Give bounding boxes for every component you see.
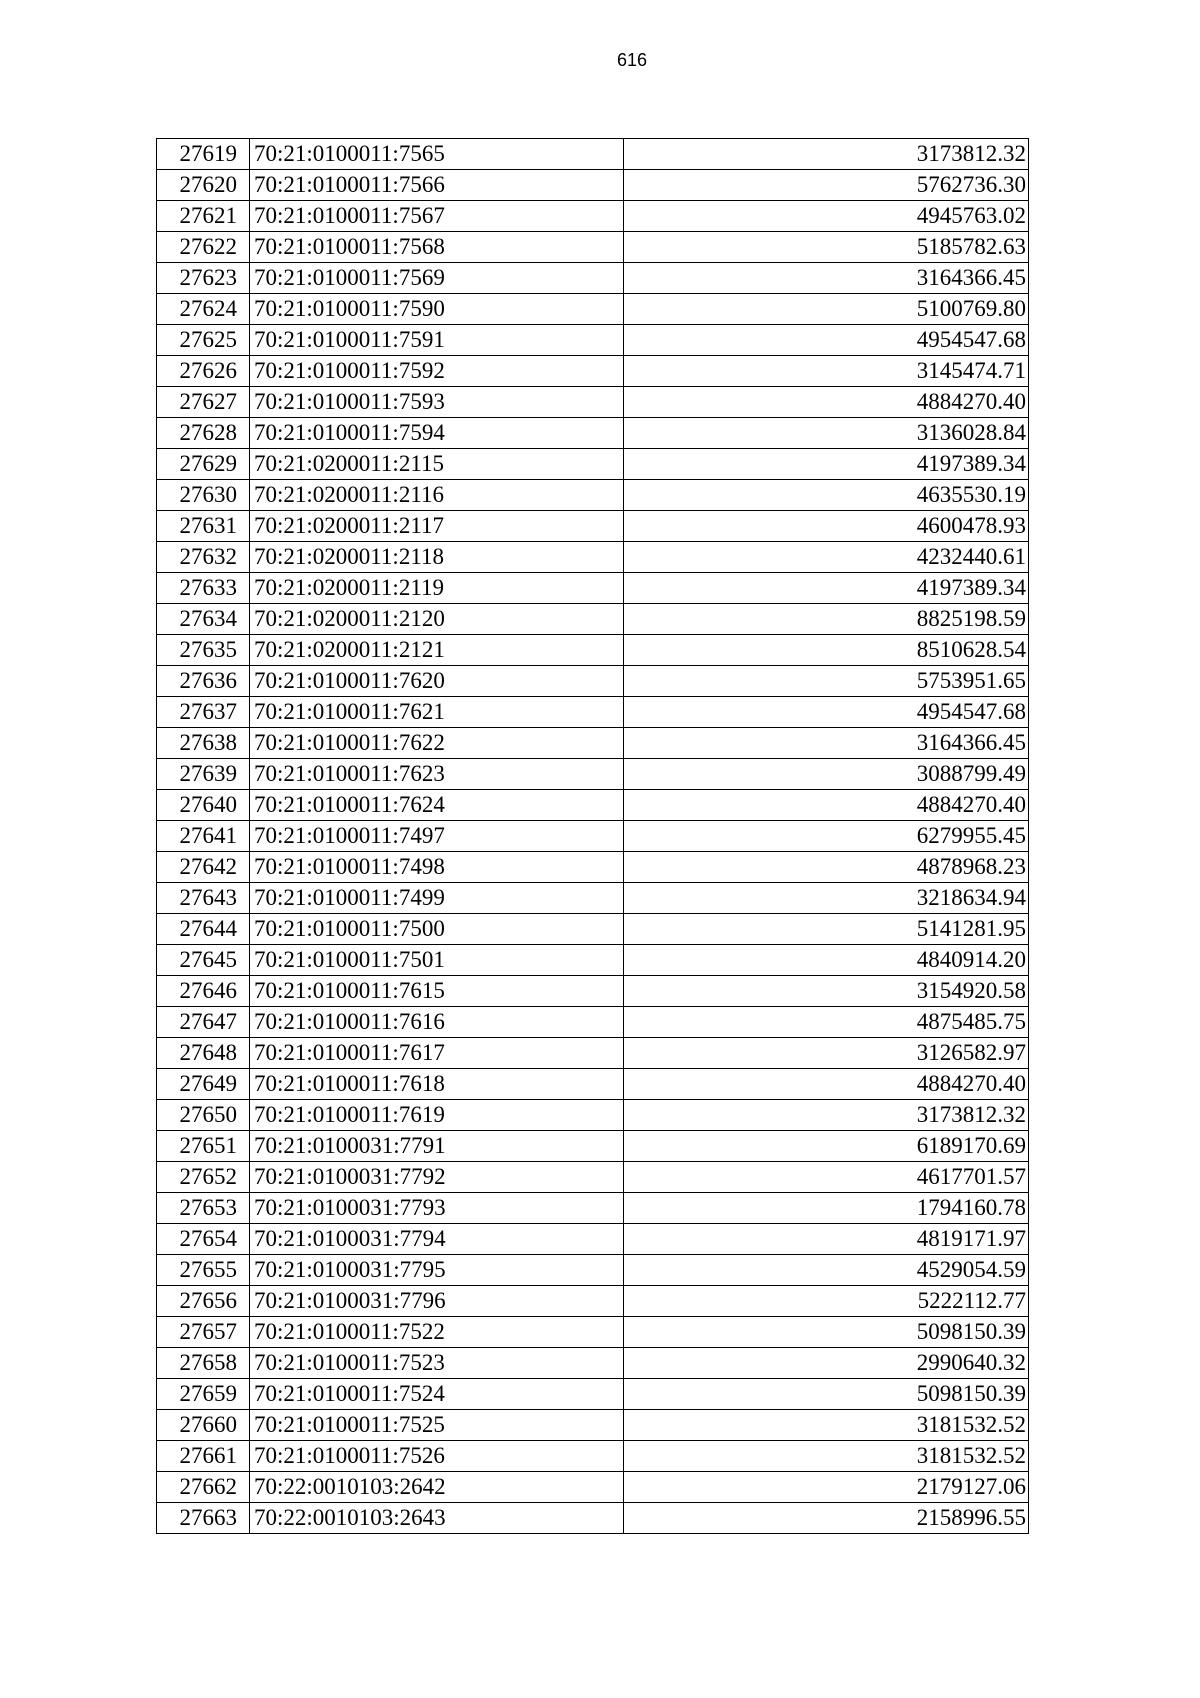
cadastral-number-cell: 70:21:0100011:7498 (250, 852, 624, 883)
cadastral-number-cell: 70:21:0100011:7617 (250, 1038, 624, 1069)
value-cell: 4875485.75 (624, 1007, 1029, 1038)
value-cell: 4232440.61 (624, 542, 1029, 573)
value-cell: 2990640.32 (624, 1348, 1029, 1379)
row-number-cell: 27633 (157, 573, 250, 604)
row-number-cell: 27634 (157, 604, 250, 635)
table-row (157, 1007, 1029, 1038)
table-row (157, 1472, 1029, 1503)
value-cell: 2158996.55 (624, 1503, 1029, 1534)
value-cell: 4954547.68 (624, 697, 1029, 728)
cadastral-number-cell: 70:21:0100011:7616 (250, 1007, 624, 1038)
row-number-cell: 27635 (157, 635, 250, 666)
row-number-cell: 27639 (157, 759, 250, 790)
cadastral-number-cell: 70:21:0100011:7591 (250, 325, 624, 356)
value-cell: 8510628.54 (624, 635, 1029, 666)
row-number-cell: 27644 (157, 914, 250, 945)
row-number-cell: 27625 (157, 325, 250, 356)
cadastral-number-cell: 70:21:0100011:7590 (250, 294, 624, 325)
value-cell: 3164366.45 (624, 728, 1029, 759)
table-row (157, 232, 1029, 263)
value-cell: 4884270.40 (624, 387, 1029, 418)
row-number-cell: 27637 (157, 697, 250, 728)
table-row (157, 1317, 1029, 1348)
table-row (157, 542, 1029, 573)
value-cell: 4197389.34 (624, 573, 1029, 604)
value-cell: 4945763.02 (624, 201, 1029, 232)
cadastral-number-cell: 70:21:0100011:7524 (250, 1379, 624, 1410)
cadastral-number-cell: 70:21:0100011:7566 (250, 170, 624, 201)
value-cell: 3088799.49 (624, 759, 1029, 790)
row-number-cell: 27638 (157, 728, 250, 759)
row-number-cell: 27651 (157, 1131, 250, 1162)
cadastral-number-cell: 70:21:0100011:7500 (250, 914, 624, 945)
row-number-cell: 27654 (157, 1224, 250, 1255)
table-row (157, 604, 1029, 635)
cadastral-number-cell: 70:21:0200011:2121 (250, 635, 624, 666)
table-row (157, 976, 1029, 1007)
table-row (157, 1255, 1029, 1286)
value-cell: 3126582.97 (624, 1038, 1029, 1069)
row-number-cell: 27632 (157, 542, 250, 573)
table-row (157, 139, 1029, 170)
row-number-cell: 27648 (157, 1038, 250, 1069)
table-row (157, 1162, 1029, 1193)
cadastral-number-cell: 70:21:0100011:7621 (250, 697, 624, 728)
table-row (157, 883, 1029, 914)
table-row (157, 387, 1029, 418)
cadastral-number-cell: 70:21:0100011:7594 (250, 418, 624, 449)
cadastral-number-cell: 70:21:0200011:2115 (250, 449, 624, 480)
cadastral-number-cell: 70:21:0100011:7567 (250, 201, 624, 232)
table-row (157, 666, 1029, 697)
row-number-cell: 27658 (157, 1348, 250, 1379)
row-number-cell: 27630 (157, 480, 250, 511)
value-cell: 6279955.45 (624, 821, 1029, 852)
table-row (157, 1193, 1029, 1224)
value-cell: 8825198.59 (624, 604, 1029, 635)
row-number-cell: 27652 (157, 1162, 250, 1193)
row-number-cell: 27627 (157, 387, 250, 418)
row-number-cell: 27643 (157, 883, 250, 914)
value-cell: 3145474.71 (624, 356, 1029, 387)
cadastral-number-cell: 70:21:0100031:7795 (250, 1255, 624, 1286)
value-cell: 4635530.19 (624, 480, 1029, 511)
cadastral-number-cell: 70:21:0200011:2117 (250, 511, 624, 542)
cadastral-number-cell: 70:21:0100011:7620 (250, 666, 624, 697)
table-row (157, 418, 1029, 449)
table-body (157, 139, 1029, 1534)
value-cell: 4884270.40 (624, 1069, 1029, 1100)
row-number-cell: 27641 (157, 821, 250, 852)
value-cell: 5185782.63 (624, 232, 1029, 263)
value-cell: 5141281.95 (624, 914, 1029, 945)
row-number-cell: 27647 (157, 1007, 250, 1038)
cadastral-number-cell: 70:21:0100011:7568 (250, 232, 624, 263)
cadastral-number-cell: 70:21:0100031:7794 (250, 1224, 624, 1255)
cadastral-number-cell: 70:21:0100011:7499 (250, 883, 624, 914)
table-row (157, 1038, 1029, 1069)
table-row (157, 852, 1029, 883)
table-row (157, 1410, 1029, 1441)
value-cell: 3164366.45 (624, 263, 1029, 294)
cadastral-number-cell: 70:21:0100011:7565 (250, 139, 624, 170)
table-row (157, 573, 1029, 604)
table-row (157, 728, 1029, 759)
value-cell: 4840914.20 (624, 945, 1029, 976)
cadastral-number-cell: 70:21:0100011:7593 (250, 387, 624, 418)
value-cell: 6189170.69 (624, 1131, 1029, 1162)
value-cell: 5098150.39 (624, 1317, 1029, 1348)
row-number-cell: 27629 (157, 449, 250, 480)
row-number-cell: 27662 (157, 1472, 250, 1503)
row-number-cell: 27626 (157, 356, 250, 387)
row-number-cell: 27624 (157, 294, 250, 325)
table-row (157, 1379, 1029, 1410)
value-cell: 5100769.80 (624, 294, 1029, 325)
cadastral-number-cell: 70:21:0200011:2120 (250, 604, 624, 635)
cadastral-number-cell: 70:21:0100011:7592 (250, 356, 624, 387)
cadastral-number-cell: 70:21:0100011:7623 (250, 759, 624, 790)
cadastral-number-cell: 70:21:0100011:7622 (250, 728, 624, 759)
table-row (157, 1348, 1029, 1379)
table-row (157, 1131, 1029, 1162)
table-row (157, 1286, 1029, 1317)
page-number: 616 (616, 50, 648, 70)
cadastral-number-cell: 70:21:0100011:7624 (250, 790, 624, 821)
cadastral-number-cell: 70:21:0100011:7497 (250, 821, 624, 852)
row-number-cell: 27621 (157, 201, 250, 232)
row-number-cell: 27660 (157, 1410, 250, 1441)
cadastral-number-cell: 70:21:0200011:2119 (250, 573, 624, 604)
value-cell: 5753951.65 (624, 666, 1029, 697)
table-row (157, 294, 1029, 325)
value-cell: 5222112.77 (624, 1286, 1029, 1317)
row-number-cell: 27640 (157, 790, 250, 821)
table-row (157, 263, 1029, 294)
cadastral-number-cell: 70:21:0100031:7792 (250, 1162, 624, 1193)
row-number-cell: 27657 (157, 1317, 250, 1348)
table-row (157, 480, 1029, 511)
table-row (157, 201, 1029, 232)
table-row (157, 1224, 1029, 1255)
cadastral-value-table (156, 138, 1029, 1534)
table-row (157, 697, 1029, 728)
table-row (157, 945, 1029, 976)
table-row (157, 914, 1029, 945)
value-cell: 4878968.23 (624, 852, 1029, 883)
cadastral-number-cell: 70:21:0100031:7793 (250, 1193, 624, 1224)
value-cell: 3173812.32 (624, 1100, 1029, 1131)
row-number-cell: 27645 (157, 945, 250, 976)
table-row (157, 449, 1029, 480)
cadastral-number-cell: 70:21:0100011:7618 (250, 1069, 624, 1100)
value-cell: 3181532.52 (624, 1410, 1029, 1441)
cadastral-number-cell: 70:21:0200011:2116 (250, 480, 624, 511)
value-cell: 5098150.39 (624, 1379, 1029, 1410)
cadastral-number-cell: 70:21:0100011:7569 (250, 263, 624, 294)
row-number-cell: 27619 (157, 139, 250, 170)
value-cell: 4617701.57 (624, 1162, 1029, 1193)
row-number-cell: 27650 (157, 1100, 250, 1131)
cadastral-number-cell: 70:21:0100011:7501 (250, 945, 624, 976)
value-cell: 3218634.94 (624, 883, 1029, 914)
row-number-cell: 27622 (157, 232, 250, 263)
value-cell: 4954547.68 (624, 325, 1029, 356)
cadastral-number-cell: 70:21:0100011:7526 (250, 1441, 624, 1472)
value-cell: 5762736.30 (624, 170, 1029, 201)
row-number-cell: 27649 (157, 1069, 250, 1100)
value-cell: 4197389.34 (624, 449, 1029, 480)
row-number-cell: 27663 (157, 1503, 250, 1534)
cadastral-number-cell: 70:21:0100011:7615 (250, 976, 624, 1007)
value-cell: 1794160.78 (624, 1193, 1029, 1224)
cadastral-number-cell: 70:21:0200011:2118 (250, 542, 624, 573)
value-cell: 3154920.58 (624, 976, 1029, 1007)
table-row (157, 1441, 1029, 1472)
value-cell: 4529054.59 (624, 1255, 1029, 1286)
cadastral-number-cell: 70:21:0100011:7525 (250, 1410, 624, 1441)
cadastral-number-cell: 70:22:0010103:2642 (250, 1472, 624, 1503)
cadastral-number-cell: 70:21:0100011:7522 (250, 1317, 624, 1348)
table-row (157, 1069, 1029, 1100)
value-cell: 3181532.52 (624, 1441, 1029, 1472)
value-cell: 4600478.93 (624, 511, 1029, 542)
table-row (157, 170, 1029, 201)
table-row (157, 325, 1029, 356)
table-row (157, 759, 1029, 790)
row-number-cell: 27656 (157, 1286, 250, 1317)
row-number-cell: 27642 (157, 852, 250, 883)
row-number-cell: 27659 (157, 1379, 250, 1410)
value-cell: 3173812.32 (624, 139, 1029, 170)
row-number-cell: 27653 (157, 1193, 250, 1224)
cadastral-number-cell: 70:21:0100031:7791 (250, 1131, 624, 1162)
row-number-cell: 27661 (157, 1441, 250, 1472)
table-row (157, 356, 1029, 387)
cadastral-number-cell: 70:21:0100031:7796 (250, 1286, 624, 1317)
value-cell: 4884270.40 (624, 790, 1029, 821)
cadastral-number-cell: 70:21:0100011:7619 (250, 1100, 624, 1131)
cadastral-number-cell: 70:22:0010103:2643 (250, 1503, 624, 1534)
table-row (157, 790, 1029, 821)
table-row (157, 511, 1029, 542)
table-row (157, 1503, 1029, 1534)
row-number-cell: 27620 (157, 170, 250, 201)
cadastral-number-cell: 70:21:0100011:7523 (250, 1348, 624, 1379)
value-cell: 2179127.06 (624, 1472, 1029, 1503)
row-number-cell: 27628 (157, 418, 250, 449)
table-row (157, 1100, 1029, 1131)
value-cell: 4819171.97 (624, 1224, 1029, 1255)
table-row (157, 635, 1029, 666)
row-number-cell: 27623 (157, 263, 250, 294)
row-number-cell: 27655 (157, 1255, 250, 1286)
row-number-cell: 27646 (157, 976, 250, 1007)
row-number-cell: 27631 (157, 511, 250, 542)
value-cell: 3136028.84 (624, 418, 1029, 449)
row-number-cell: 27636 (157, 666, 250, 697)
table-row (157, 821, 1029, 852)
